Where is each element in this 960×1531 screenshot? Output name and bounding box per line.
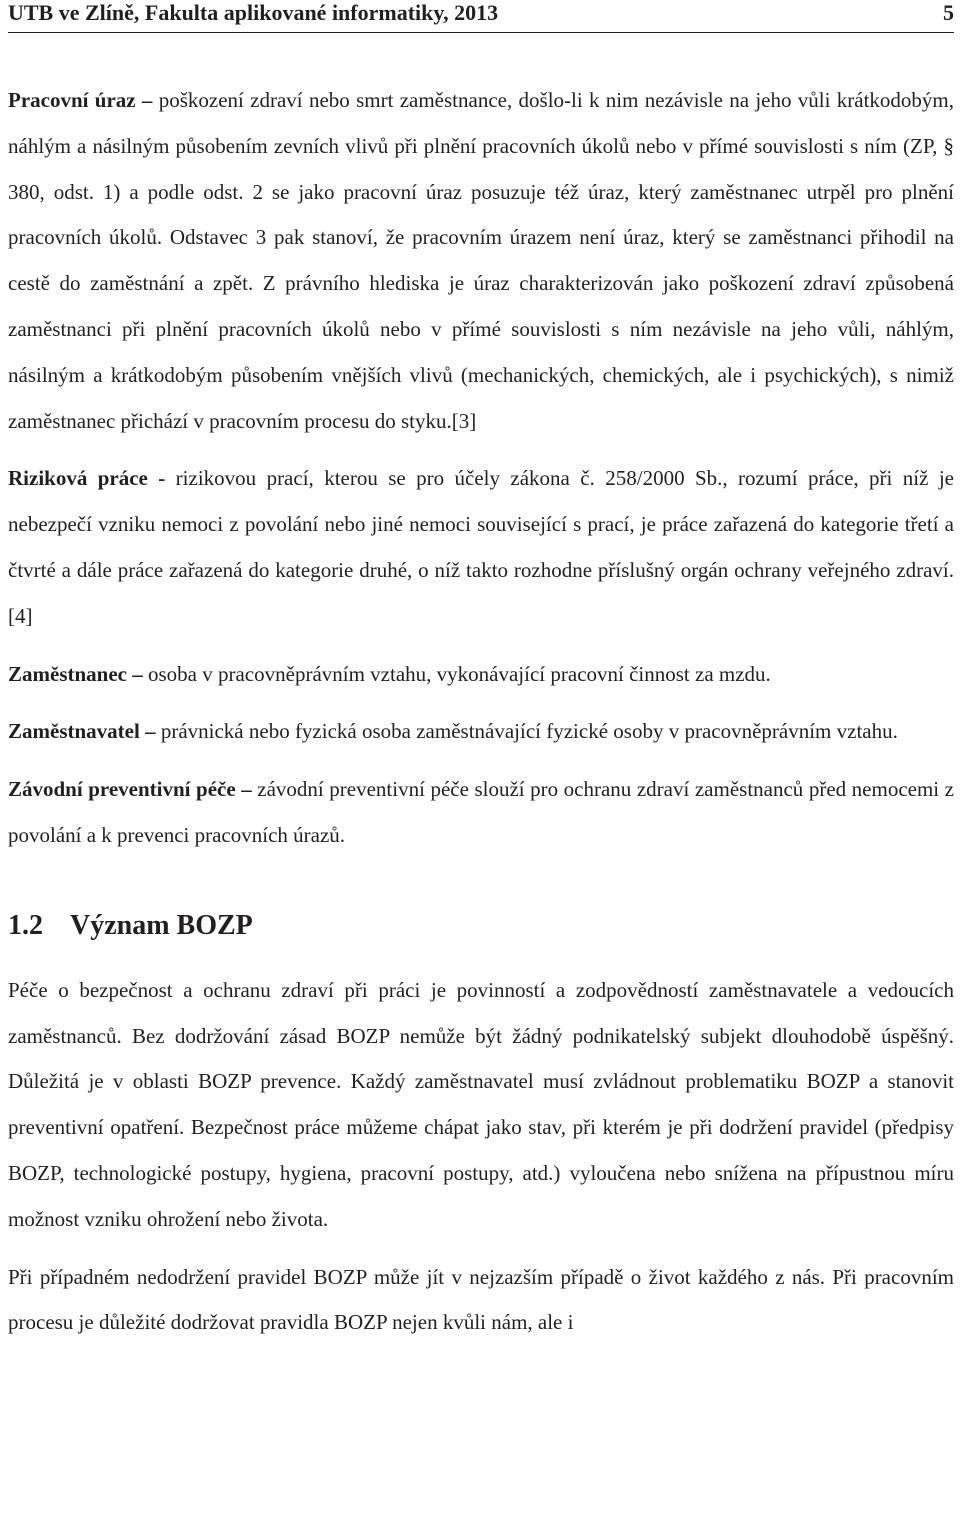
definition-zamestnavatel (8, 709, 954, 755)
definition-term: Závodní preventivní péče – (8, 777, 252, 802)
definition-pracovni-uraz (8, 78, 954, 444)
definition-text: právnická nebo fyzická osoba zaměstnávající fyzické osoby v pracovněprávním vztahu. (155, 719, 898, 744)
definition-text: závodní preventivní péče slouží pro ochranu zdraví zaměstnanců před nemocemi z povolání a k prevenci pracovních úrazů. (8, 777, 954, 847)
definition-rizikova-prace (8, 456, 954, 639)
definition-term: Riziková práce - (8, 466, 166, 491)
definition-term: Pracovní úraz – (8, 88, 153, 112)
definition-term: Zaměstnavatel – (8, 719, 156, 744)
definition-text: rizikovou prací, kterou se pro účely zákona č. 258/2000 Sb., rozumí práce, při níž je nebezpečí vzniku nemoci z povolání nebo jiné nemoci související s prací, je práce zařazená do kategorie třetí a čtvrté a dále práce zařazená do kategorie druhé, o níž takto rozhodne příslušný orgán ochrany veřejného zdraví.[4] (8, 466, 954, 628)
definition-term: Zaměstnanec – (8, 661, 143, 686)
definition-zavodni-preventivni-pece (8, 767, 954, 859)
section-title: Význam BOZP (70, 909, 253, 941)
section-paragraph: Při případném nedodržení pravidel BOZP může jít v nejzazším případě o život každého z nás. Při pracovním procesu je důležité dodržovat pravidla BOZP nejen kvůli nám, ale i (8, 1264, 954, 1335)
section-number: 1.2 (8, 909, 43, 941)
section-heading (8, 902, 954, 950)
section-paragraph: Péče o bezpečnost a ochranu zdraví při práci je povinností a zodpovědností zaměstnavatele a vedoucích zaměstnanců. Bez dodržování zásad BOZP nemůže být žádný podnikatelský subjekt dlouhodobě úspěšný. Důležitá je v oblasti BOZP prevence. Každý zaměstnavatel musí zvládnout problematiku BOZP a stanovit preventivní opatření. Bezpečnost práce můžeme chápat jako stav, při kterém je při dodržení pravidel (předpisy BOZP, technologické postupy, hygiena, pracovní postupy, atd.) vyloučena nebo snížena na přípustnou míru možnost vzniku ohrožení nebo života. (8, 977, 954, 1231)
definition-text: poškození zdraví nebo smrt zaměstnance, došlo-li k nim nezávisle na jeho vůli krátkodobým, náhlým a násilným působením zevních vlivů při plnění pracovních úkolů nebo v přímé souvislosti s ním (ZP, § 380, odst. 1) a podle odst. 2 se jako pracovní úraz posuzuje též úraz, který zaměstnanec utrpěl pro plnění pracovních úkolů. Odstavec 3 pak stanoví, že pracovním úrazem není úraz, který se zaměstnanci přihodil na cestě do zaměstnání a zpět. Z právního hlediska je úraz charakterizován jako poškození zdraví způsobená zaměstnanci při plnění pracovních úkolů nebo v přímé souvislosti s ním nezávisle na jeho vůli, náhlým, násilným a krátkodobým působením vnějších vlivů (mechanických, chemických, ale i psychických), s nimiž zaměstnanec přichází v pracovním procesu do styku.[3] (8, 88, 954, 433)
page-header (8, 0, 954, 33)
definition-zamestnanec (8, 652, 954, 698)
header-title: UTB ve Zlíně, Fakulta aplikované informatiky, 2013 (8, 0, 499, 25)
page-number: 5 (943, 0, 954, 25)
definition-text: osoba v pracovněprávním vztahu, vykonávající pracovní činnost za mzdu. (142, 661, 771, 686)
page-content (8, 78, 954, 1346)
